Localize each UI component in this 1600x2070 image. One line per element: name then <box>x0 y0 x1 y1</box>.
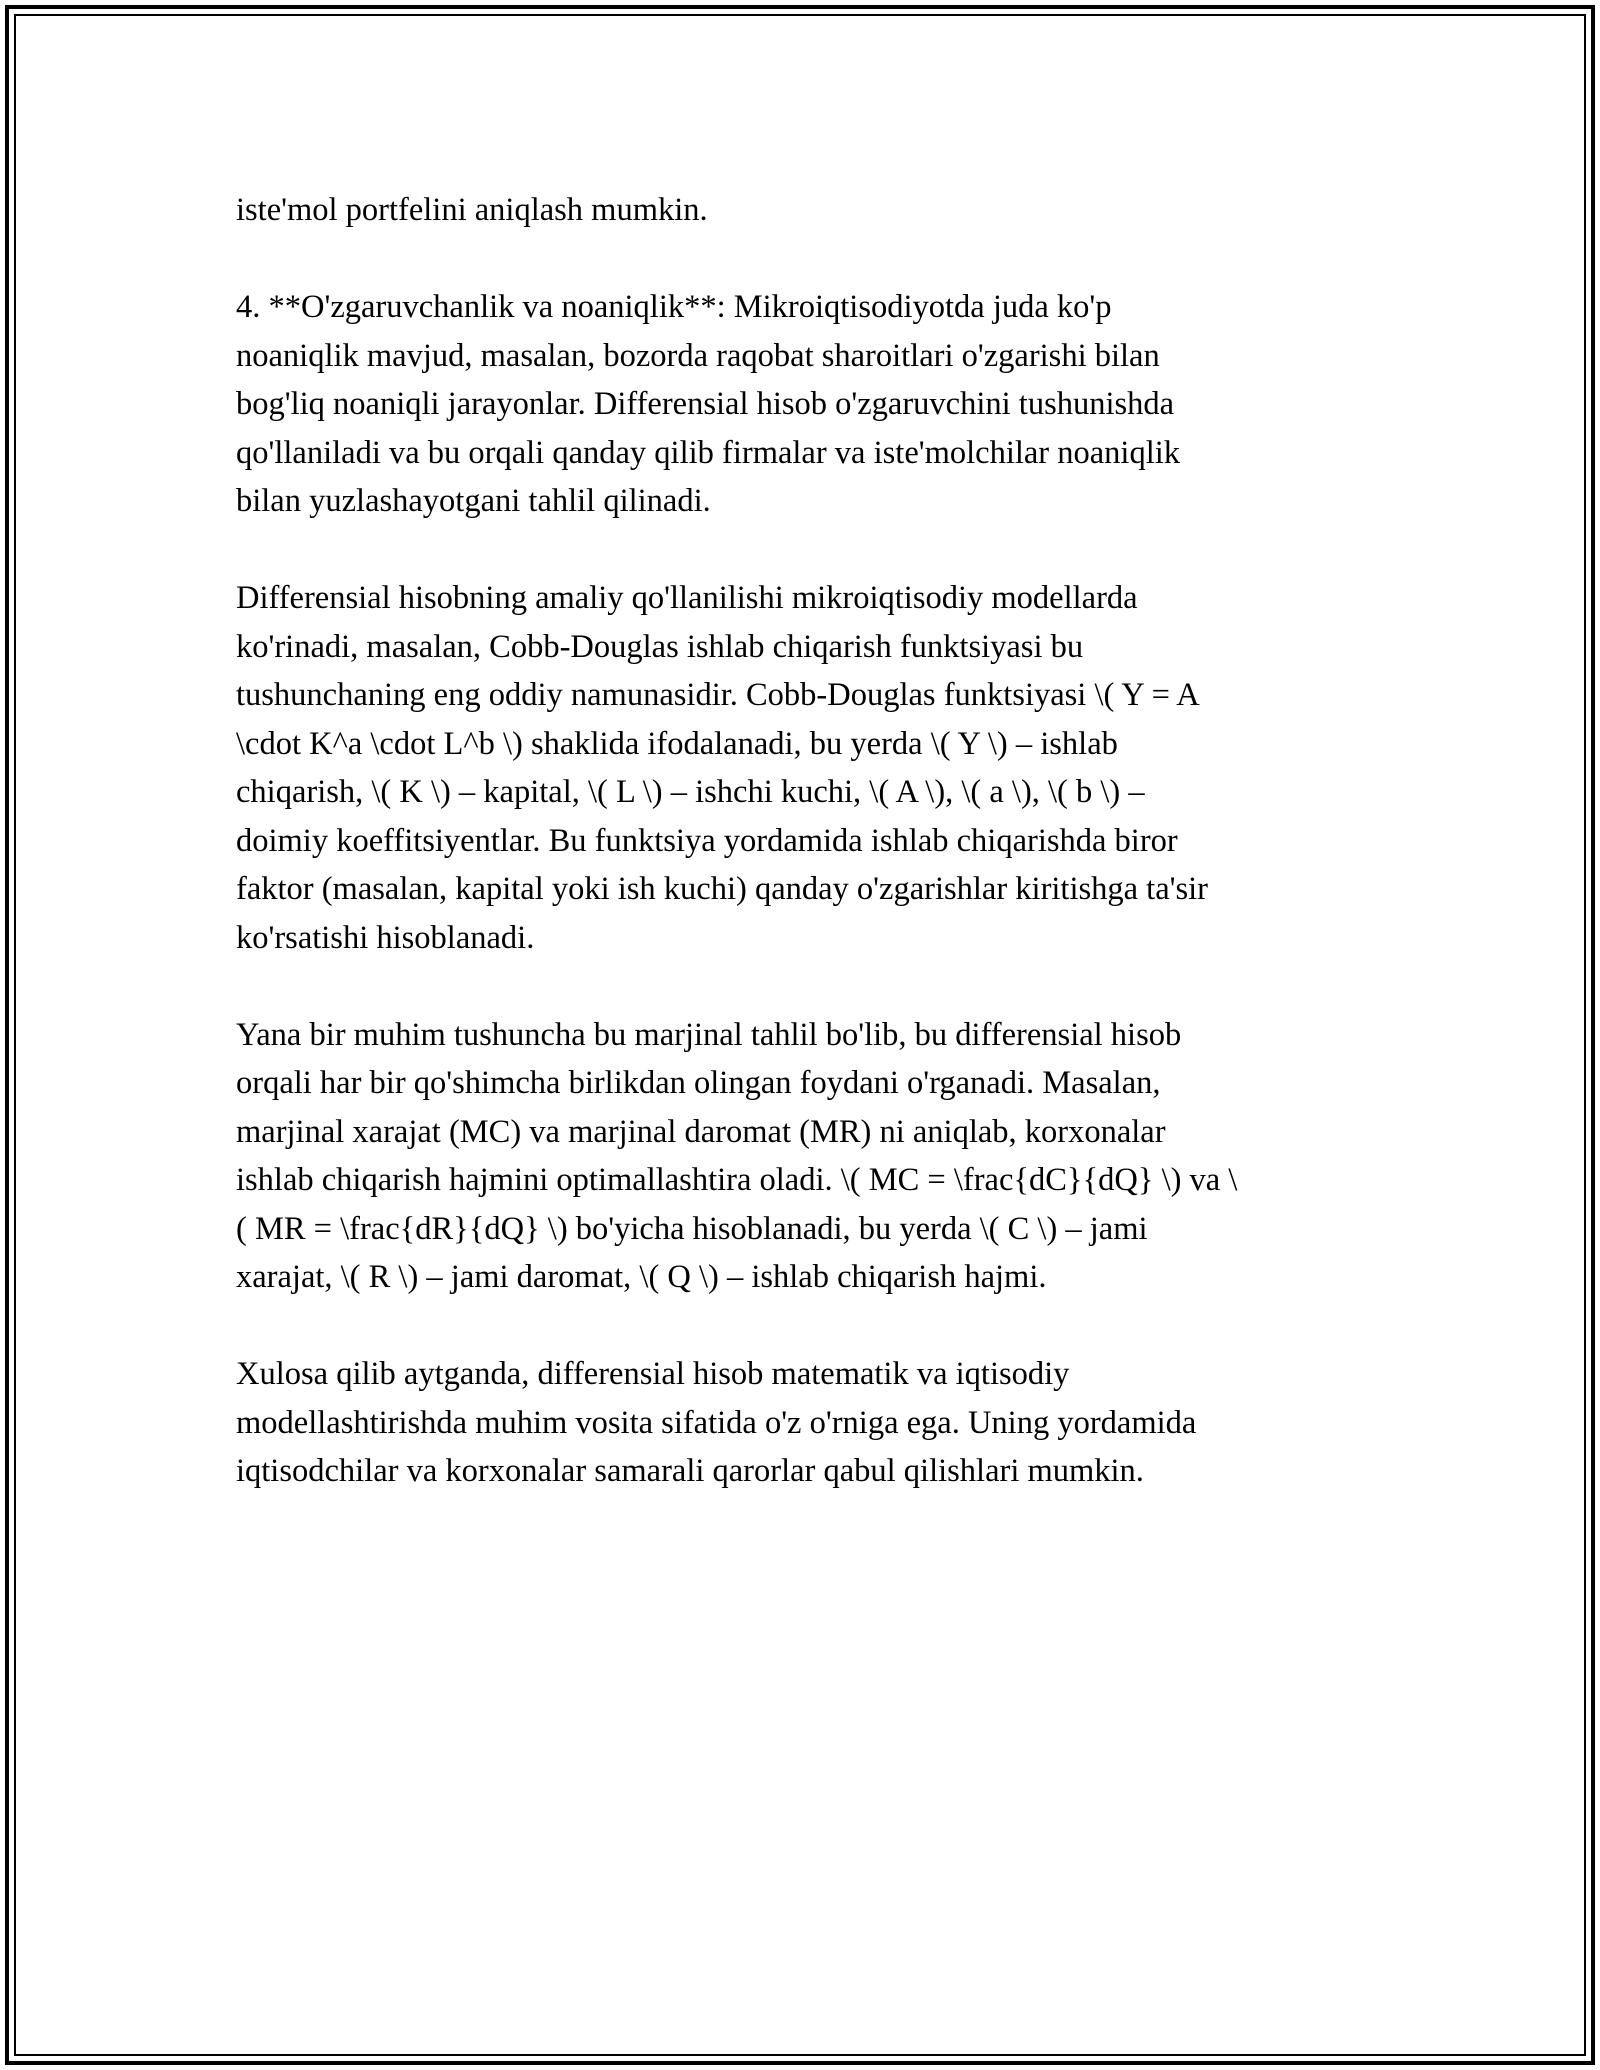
paragraph-uncertainty: 4. **O'zgaruvchanlik va noaniqlik**: Mikroiqtisodiyotda juda ko'p noaniqlik mavjud, masalan, bozorda raqobat sharoitlari o'zgarishi bilan bog'liq noaniqli jarayonlar. Differensial hisob o'zgaruvchini tushunishda qo'llaniladi va bu orqali qanday qilib firmalar va iste'molchilar noaniqlik bilan yuzlashayotgani tahlil qilinadi. <box>236 289 1181 519</box>
paragraph-continuation: iste'mol portfelini aniqlash mumkin. <box>236 192 708 228</box>
paragraph-conclusion: Xulosa qilib aytganda, differensial hisob matematik va iqtisodiy modellashtirishda muhim vosita sifatida o'z o'rniga ega. Uning yordamida iqtisodchilar va korxonalar samarali qarorlar qabul qilishlari mumkin. <box>236 1356 1197 1489</box>
document-body <box>236 186 1386 1496</box>
paragraph-cobb-douglas: Differensial hisobning amaliy qo'llanilishi mikroiqtisodiy modellarda ko'rinadi, masalan, Cobb-Douglas ishlab chiqarish funktsiyasi bu tushunchaning eng oddiy namunasidir. Cobb-Douglas funktsiyasi \( Y = A \cdot K^a \cdot L^b \) shaklida ifodalanadi, bu yerda \( Y \) – ishlab chiqarish, \( K \) – kapital, \( L \) – ishchi kuchi, \( A \), \( a \), \( b \) – doimiy koeffitsiyentlar. Bu funktsiya yordamida ishlab chiqarishda biror faktor (masalan, kapital yoki ish kuchi) qanday o'zgarishlar kiritishga ta'sir ko'rsatishi hisoblanadi. <box>236 580 1208 956</box>
paragraph-marginal-analysis: Yana bir muhim tushuncha bu marjinal tahlil bo'lib, bu differensial hisob orqali har bir qo'shimcha birlikdan olingan foydani o'rganadi. Masalan, marjinal xarajat (MC) va marjinal daromat (MR) ni aniqlab, korxonalar ishlab chiqarish hajmini optimallashtira oladi. \( MC = \frac{dC}{dQ} \) va \ ( MR = \frac{dR}{dQ} \) bo'yicha hisoblanadi, bu yerda \( C \) – jami xarajat, \( R \) – jami daromat, \( Q \) – ishlab chiqarish hajmi. <box>236 1016 1238 1295</box>
